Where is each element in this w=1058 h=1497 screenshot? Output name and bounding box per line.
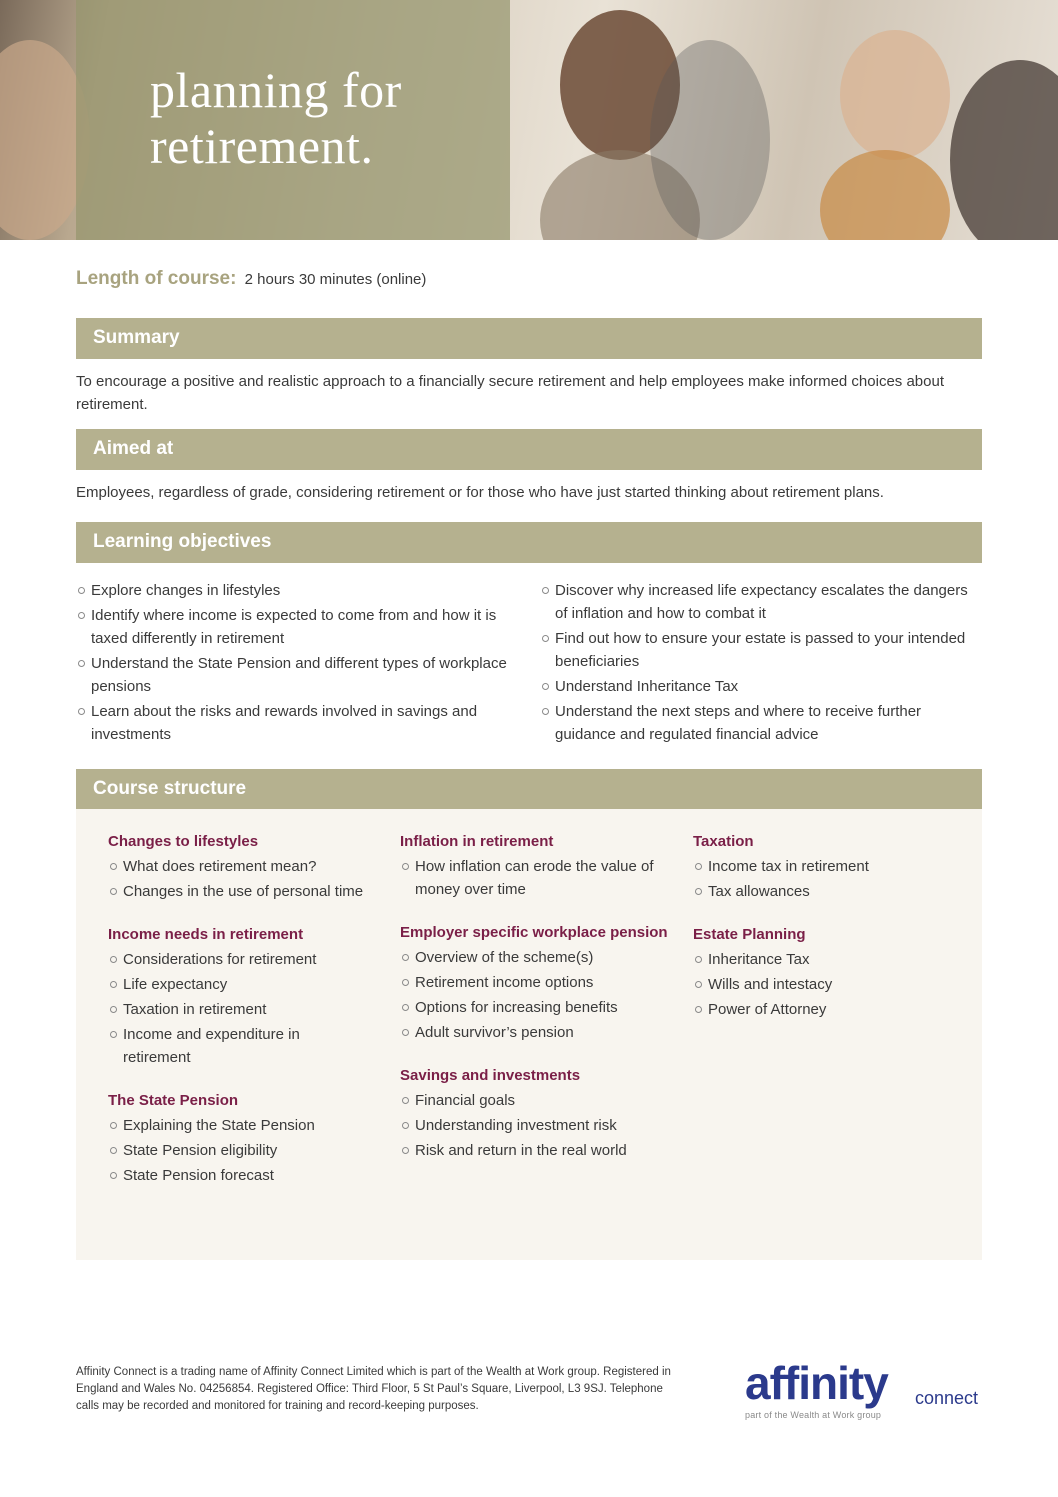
module-topic: Financial goals [400,1089,675,1112]
module-topic: Considerations for retirement [108,948,368,971]
affinity-connect-logo [745,1357,985,1424]
module-title: Inflation in retirement [400,833,554,850]
module-topic: Understanding investment risk [400,1114,675,1137]
module-topic: Inheritance Tax [693,948,953,971]
course-structure-heading: Course structure [93,778,247,799]
objectives-heading-bar [76,522,982,563]
summary-text: To encourage a positive and realistic approach to a financially secure retirement and help employees make informed choices about retirement. [76,373,944,413]
module-topic: Overview of the scheme(s) [400,946,675,969]
course-module [400,923,675,1044]
course-module [108,925,368,1069]
course-structure-column-2 [400,832,675,1184]
module-topic: Retirement income options [400,971,675,994]
module-topic: Wills and intestacy [693,973,953,996]
module-title: Changes to lifestyles [108,833,259,850]
module-title: The State Pension [108,1092,239,1109]
course-module [400,1066,675,1162]
module-title: Employer specific workplace pension [400,924,668,941]
module-topic: Income and expenditure in retirement [108,1023,368,1069]
aimed-at-heading: Aimed at [93,438,174,459]
module-topic: How inflation can erode the value of money over time [400,855,675,901]
aimed-at-text: Employees, regardless of grade, considering retirement or for those who have just started thinking about retirement plans. [76,484,884,501]
course-length [76,268,426,290]
objective-item: Learn about the risks and rewards involved in savings and investments [76,700,516,746]
module-title: Savings and investments [400,1067,581,1084]
course-structure-column-1 [108,832,368,1209]
module-topic: Options for increasing benefits [400,996,675,1019]
logo-wordmark: affinity [745,1357,888,1409]
module-topic: State Pension eligibility [108,1139,368,1162]
module-topic: Explaining the State Pension [108,1114,368,1137]
objective-item: Understand Inheritance Tax [540,675,982,698]
course-module [693,925,953,1021]
logo-connect: connect [915,1388,979,1408]
course-module [693,832,953,903]
module-topic: State Pension forecast [108,1164,368,1187]
page-title: planning for retirement. [150,62,402,174]
module-title: Income needs in retirement [108,926,304,943]
module-title: Estate Planning [693,926,806,943]
module-topic: Changes in the use of personal time [108,880,368,903]
objective-item: Understand the next steps and where to receive further guidance and regulated financial advice [540,700,982,746]
module-topic: Taxation in retirement [108,998,368,1021]
module-topic: Tax allowances [693,880,953,903]
objective-item: Identify where income is expected to come from and how it is taxed differently in retirement [76,604,516,650]
objective-item: Find out how to ensure your estate is passed to your intended beneficiaries [540,627,982,673]
objective-item: Explore changes in lifestyles [76,579,516,602]
objective-item: Discover why increased life expectancy escalates the dangers of inflation and how to combat it [540,579,982,625]
module-title: Taxation [693,833,754,850]
objectives-left [76,579,516,748]
summary-heading-bar [76,318,982,359]
module-topic: What does retirement mean? [108,855,368,878]
objectives-heading: Learning objectives [93,531,272,552]
objectives-right [540,579,982,748]
course-structure-column-3 [693,832,953,1043]
course-module [400,832,675,901]
hero-image [0,0,1058,240]
logo-tagline: part of the Wealth at Work group [745,1410,882,1420]
footer-legal-text: Affinity Connect is a trading name of Affinity Connect Limited which is part of the Wealth at Work group. Registered in England and Wales No. 04256854. Registered Office: Third Floor, 5 St Paul’s Square, Liverpool, L3 9SJ. Telephone calls may be recorded and monitored for training and record-keeping purposes. [76,1366,671,1412]
course-module [108,1091,368,1187]
module-topic: Power of Attorney [693,998,953,1021]
module-topic: Life expectancy [108,973,368,996]
summary-heading: Summary [93,327,180,348]
course-module [108,832,368,903]
course-length-value: 2 hours 30 minutes (online) [244,271,427,288]
aimed-at-heading-bar [76,429,982,470]
course-length-label: Length of course: [76,268,237,289]
course-structure-heading-bar [76,769,982,810]
module-topic: Income tax in retirement [693,855,953,878]
module-topic: Adult survivor’s pension [400,1021,675,1044]
objective-item: Understand the State Pension and different types of workplace pensions [76,652,516,698]
module-topic: Risk and return in the real world [400,1139,675,1162]
